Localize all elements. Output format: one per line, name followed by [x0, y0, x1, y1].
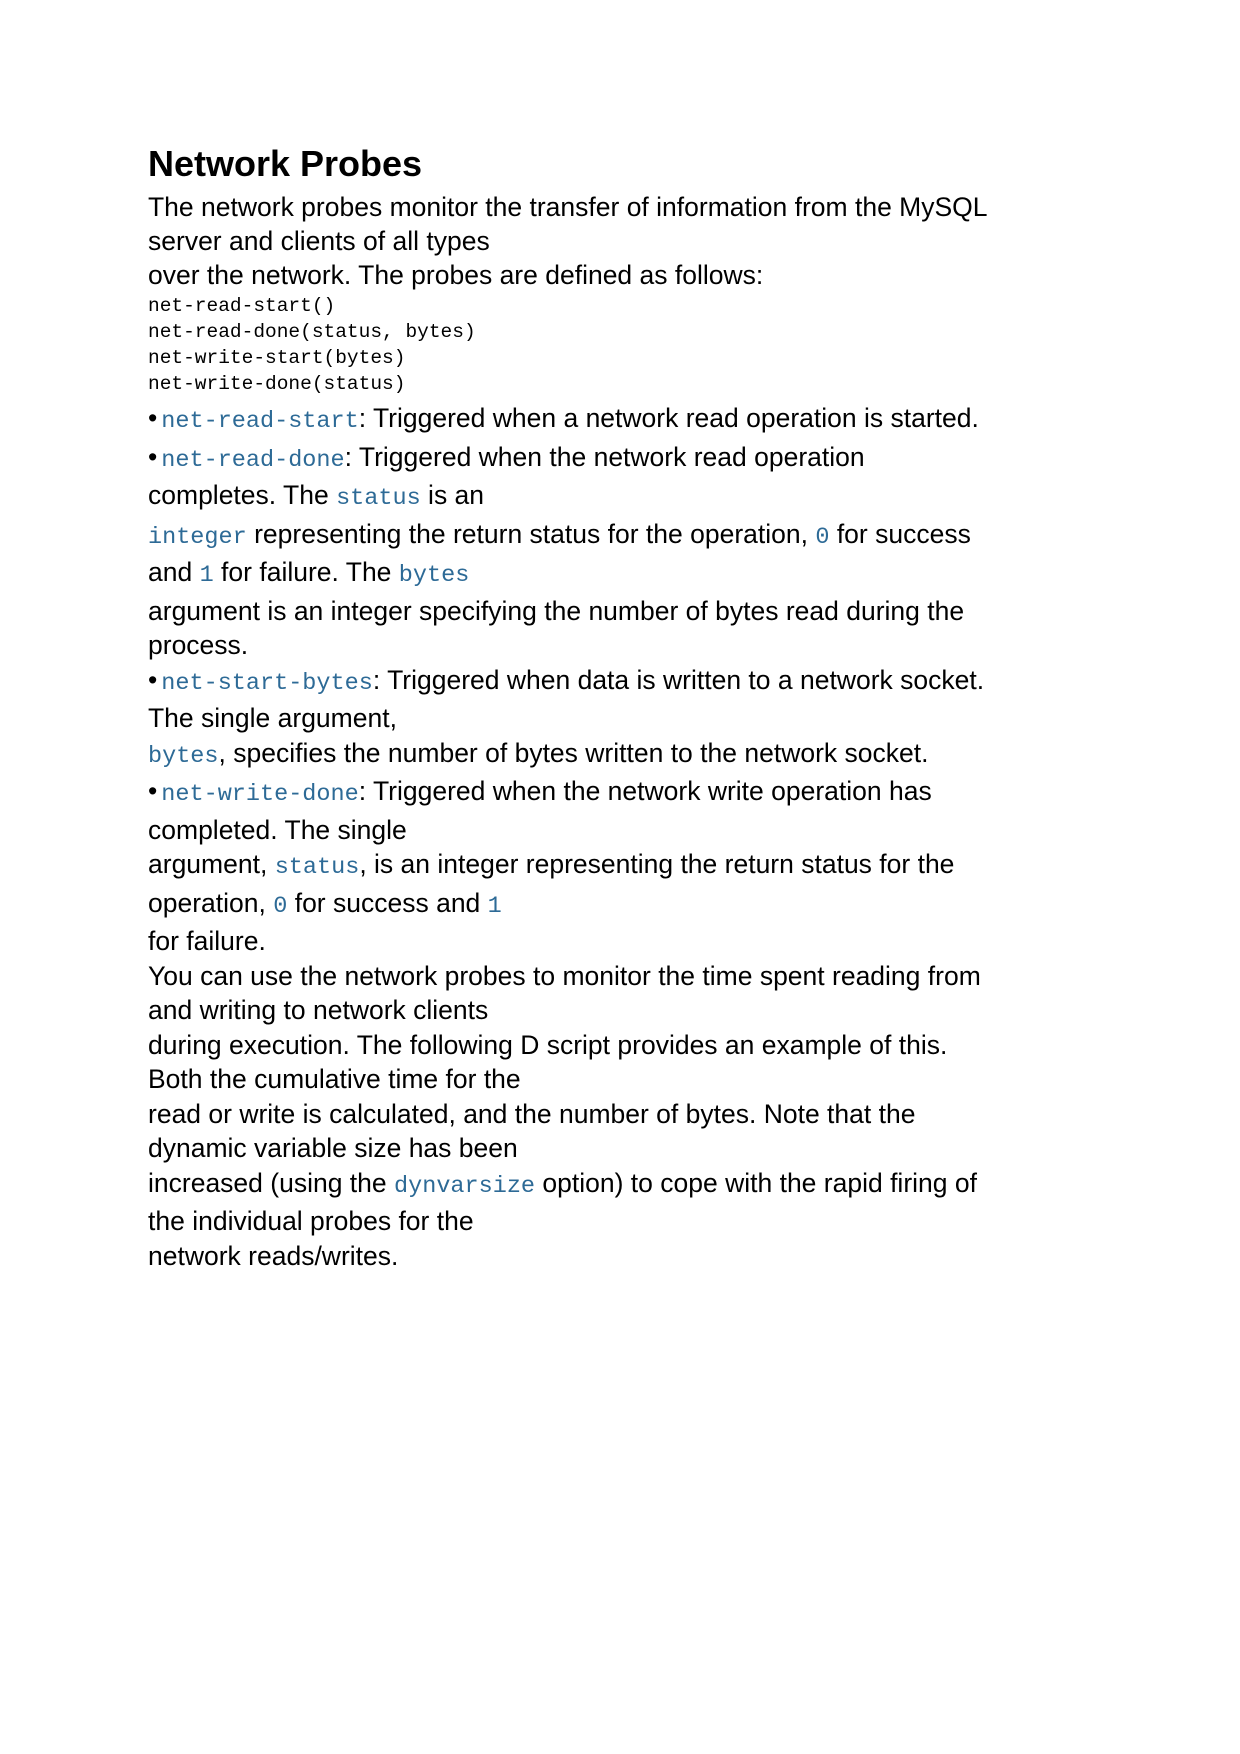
probe-definition: net-write-start(bytes) — [148, 347, 406, 369]
paragraph-line: and writing to network clients — [148, 995, 489, 1025]
inline-code: 0 — [273, 892, 288, 920]
probe-definition: net-read-start() — [148, 295, 336, 317]
paragraph-line: Both the cumulative time for the — [148, 1064, 521, 1094]
intro-paragraph — [148, 190, 1108, 292]
bullet-item-net-write-done — [148, 774, 1108, 959]
intro-line: over the network. The probes are defined as follows: — [148, 260, 764, 290]
inline-code: integer — [148, 523, 247, 551]
document-page — [148, 142, 1108, 1273]
intro-line: The network probes monitor the transfer of information from the MySQL — [148, 192, 988, 222]
inline-code: dynvarsize — [394, 1172, 536, 1200]
section-heading: Network Probes — [148, 143, 423, 184]
inline-code: net-start-bytes — [161, 669, 373, 697]
paragraph-text: increased (using the — [148, 1167, 395, 1198]
closing-paragraph — [148, 959, 1108, 1274]
paragraph-line: the individual probes for the — [148, 1206, 474, 1236]
bullet-item-net-read-start — [148, 401, 1108, 440]
item-text: for success and — [287, 887, 488, 918]
item-text: for success — [829, 518, 971, 549]
bullet-marker: • — [148, 776, 158, 806]
paragraph-line: during execution. The following D script provides an example of this. — [148, 1029, 948, 1060]
bullet-item-net-read-done — [148, 440, 1108, 663]
paragraph-text: option) to cope with the rapid firing of — [535, 1167, 977, 1198]
item-text: for failure. — [148, 926, 266, 956]
paragraph-line: You can use the network probes to monitor the time spent reading from — [148, 960, 981, 991]
bullet-marker: • — [148, 403, 158, 433]
inline-code: net-write-done — [161, 781, 359, 808]
item-text: for failure. The — [213, 557, 399, 587]
inline-code: bytes — [148, 742, 219, 770]
item-text: representing the return status for the operation, — [246, 518, 816, 549]
probe-definition: net-write-done(status) — [148, 373, 406, 395]
item-text: : Triggered when data is written to a network socket. — [372, 664, 985, 695]
inline-code: 1 — [199, 562, 214, 589]
item-text: : Triggered when the network write operation has — [358, 776, 932, 806]
paragraph-line: dynamic variable size has been — [148, 1133, 518, 1163]
bullet-marker: • — [148, 664, 158, 695]
item-text: The single argument, — [148, 703, 397, 733]
probe-definitions — [148, 293, 1108, 397]
item-text: completes. The — [148, 480, 337, 510]
item-text: argument is an integer specifying the number of bytes read during the — [148, 595, 965, 626]
item-text: and — [148, 557, 200, 587]
inline-code: bytes — [398, 562, 470, 589]
inline-code: net-read-start — [161, 408, 359, 435]
intro-line: server and clients of all types — [148, 226, 490, 256]
bullet-marker: • — [148, 441, 158, 472]
probe-definition: net-read-done(status, bytes) — [148, 321, 476, 343]
item-text: is an — [420, 480, 485, 510]
item-text: : Triggered when a network read operation is started. — [358, 403, 979, 433]
item-text: completed. The single — [148, 814, 407, 845]
inline-code: 1 — [487, 892, 502, 920]
item-text: , is an integer representing the return status for the — [359, 849, 955, 879]
inline-code: status — [336, 485, 421, 512]
inline-code: net-read-done — [161, 446, 345, 474]
item-text: process. — [148, 630, 249, 660]
item-text: , specifies the number of bytes written to the network socket. — [218, 737, 929, 768]
item-text: operation, — [148, 887, 274, 918]
item-text: argument, — [148, 849, 275, 879]
bullet-item-net-start-bytes — [148, 663, 1108, 775]
item-text: : Triggered when the network read operation — [344, 441, 865, 472]
inline-code: 0 — [815, 523, 830, 551]
inline-code: status — [274, 854, 360, 881]
paragraph-line: network reads/writes. — [148, 1240, 399, 1271]
paragraph-line: read or write is calculated, and the number of bytes. Note that the — [148, 1098, 916, 1129]
